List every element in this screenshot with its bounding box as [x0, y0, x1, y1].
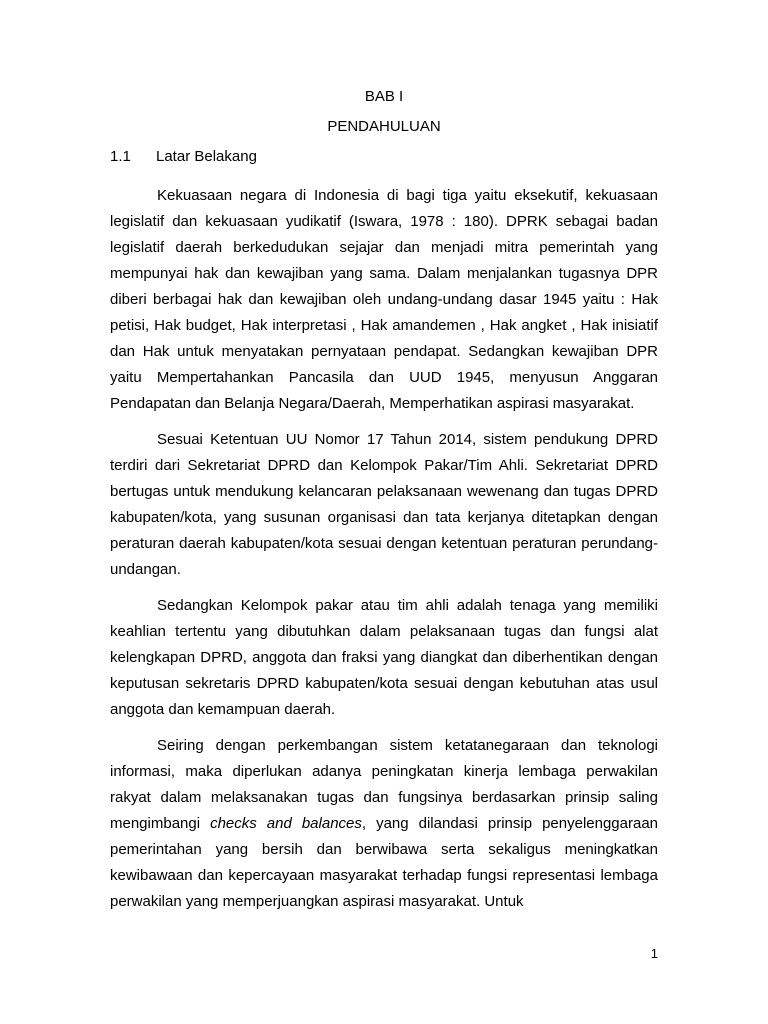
chapter-title: PENDAHULUAN [327, 118, 441, 135]
body-text [110, 183, 658, 925]
chapter-label: BAB I [364, 88, 404, 105]
section-number: 1.1 [110, 148, 131, 165]
page-number: 1 [650, 946, 658, 961]
paragraph: Kekuasaan negara di Indonesia di bagi tiga yaitu eksekutif, kekuasaan legislatif dan kekuasaan yudikatif (Iswara, 1978 : 180). DPRK sebagai badan legislatif daerah berkedudukan sejajar dan menjadi mitra pemerintah yang mempunyai hak dan kewajiban yang sama. Dalam menjalankan tugasnya DPR diberi berbagai hak dan kewajiban oleh undang-undang dasar 1945 yaitu : Hak petisi, Hak budget, Hak interpretasi , Hak amandemen , Hak angket , Hak inisiatif dan Hak untuk menyatakan pernyataan pendapat. Sedangkan kewajiban DPR yaitu Mempertahankan Pancasila dan UUD 1945, menyusun Anggaran Pendapatan dan Belanja Negara/Daerah, Memperhatikan aspirasi masyarakat. [110, 187, 658, 412]
section-heading [110, 147, 257, 167]
italic-term: checks and balances [210, 815, 362, 832]
paragraph-text: , yang dilandasi prinsip penyelenggaraan pemerintahan yang bersih dan berwibawa serta sekaligus meningkatkan kewibawaan dan kepercayaan masyarakat terhadap fungsi representasi lembaga perwakilan yang memperjuangkan aspirasi masyarakat. Untuk [110, 815, 659, 910]
paragraph [110, 733, 658, 915]
paragraph: Sesuai Ketentuan UU Nomor 17 Tahun 2014, sistem pendukung DPRD terdiri dari Sekretariat DPRD dan Kelompok Pakar/Tim Ahli. Sekretariat DPRD bertugas untuk mendukung kelancaran pelaksanaan wewenang dan tugas DPRD kabupaten/kota, yang susunan organisasi dan tata kerjanya ditetapkan dengan peraturan daerah kabupaten/kota sesuai dengan ketentuan peraturan perundang-undangan. [110, 431, 658, 578]
paragraph: Sedangkan Kelompok pakar atau tim ahli adalah tenaga yang memiliki keahlian tertentu yang dibutuhkan dalam pelaksanaan tugas dan fungsi alat kelengkapan DPRD, anggota dan fraksi yang diangkat dan diberhentikan dengan keputusan sekretaris DPRD kabupaten/kota sesuai dengan kebutuhan atas usul anggota dan kemampuan daerah. [110, 597, 658, 718]
section-title: Latar Belakang [156, 148, 257, 165]
paragraph-text: Seiring dengan perkembangan sistem ketatanegaraan dan teknologi informasi, maka diperlukan adanya peningkatan kinerja lembaga perwakilan rakyat dalam melaksanakan tugas dan fungsinya berdasarkan prinsip saling mengimbangi [110, 737, 658, 832]
